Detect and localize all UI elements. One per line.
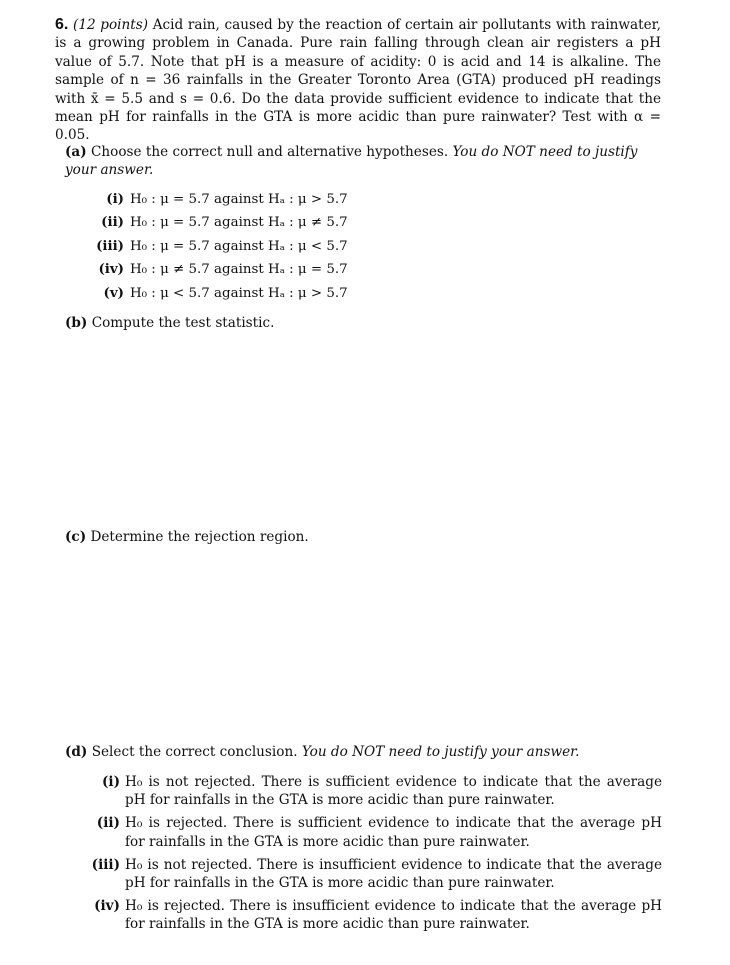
conclusion-option-i xyxy=(90,773,662,809)
option-label: (iv) xyxy=(98,261,124,278)
option-label: (iii) xyxy=(96,237,124,254)
option-text: H₀ : μ = 5.7 against Hₐ : μ < 5.7 xyxy=(130,238,348,254)
part-b xyxy=(65,314,663,332)
option-label: (ii) xyxy=(96,815,120,832)
part-c-text: Determine the rejection region. xyxy=(90,529,309,545)
conclusion-option-iii xyxy=(90,856,662,892)
part-a-text: Choose the correct null and alternative hypotheses. xyxy=(91,144,449,160)
part-d-text: Select the correct conclusion. xyxy=(91,744,298,760)
conclusion-option-ii xyxy=(90,814,662,850)
question-intro xyxy=(55,16,661,145)
question-points: (12 points) xyxy=(73,17,149,33)
option-label: (i) xyxy=(106,191,124,207)
option-text: H₀ is rejected. There is insufficient evidence to indicate that the average pH for rainfalls in the GTA is more acidic than pure rainwater. xyxy=(125,898,662,933)
conclusion-option-iv xyxy=(90,897,662,933)
option-text: H₀ : μ < 5.7 against Hₐ : μ > 5.7 xyxy=(130,285,348,301)
option-label: (v) xyxy=(103,284,124,301)
part-d-label: (d) xyxy=(65,744,88,760)
part-a xyxy=(65,143,663,180)
hypothesis-option-iv xyxy=(90,258,348,281)
hypothesis-option-iii xyxy=(90,235,348,258)
part-b-text: Compute the test statistic. xyxy=(91,315,275,331)
part-a-options xyxy=(90,188,348,305)
option-text: H₀ is not rejected. There is sufficient evidence to indicate that the average pH for rainfalls in the GTA is more acidic than pure rainwater. xyxy=(125,774,662,809)
question-text: Acid rain, caused by the reaction of certain air pollutants with rainwater, is a growing problem in Canada. Pure rain falling through clean air registers a pH value of 5.7. Note that pH is a measure of acidity: 0 is acid and 14 is alkaline. The sample of n = 36 rainfalls in the Greater Toronto Area (GTA) produced pH readings with x̄ = 5.5 and s = 0.6. Do the data provide sufficient evidence to indicate that the mean pH for rainfalls in the GTA is more acidic than pure rainwater? Test with α = 0.05. xyxy=(55,17,661,144)
part-d-options xyxy=(90,773,662,939)
option-label: (i) xyxy=(101,774,120,790)
option-text: H₀ : μ = 5.7 against Hₐ : μ > 5.7 xyxy=(130,192,348,207)
part-c xyxy=(65,528,663,546)
part-a-note: You do NOT need to justify your answer. xyxy=(65,144,638,179)
part-b-label: (b) xyxy=(65,315,88,331)
hypothesis-option-v xyxy=(90,282,348,305)
question-number: 6. xyxy=(55,16,69,33)
option-text: H₀ is rejected. There is sufficient evidence to indicate that the average pH for rainfalls in the GTA is more acidic than pure rainwater. xyxy=(125,815,662,850)
part-d-note: You do NOT need to justify your answer. xyxy=(301,744,580,760)
part-d xyxy=(65,743,663,761)
part-a-label: (a) xyxy=(65,144,87,160)
hypothesis-option-ii xyxy=(90,211,348,234)
hypothesis-option-i xyxy=(90,188,348,211)
part-c-label: (c) xyxy=(65,529,87,545)
option-text: H₀ is not rejected. There is insufficient evidence to indicate that the average pH for rainfalls in the GTA is more acidic than pure rainwater. xyxy=(125,856,662,892)
option-label: (iv) xyxy=(94,898,120,915)
option-label: (iii) xyxy=(91,856,120,873)
option-text: H₀ : μ ≠ 5.7 against Hₐ : μ = 5.7 xyxy=(130,262,348,278)
option-label: (ii) xyxy=(101,214,124,231)
option-text: H₀ : μ = 5.7 against Hₐ : μ ≠ 5.7 xyxy=(130,215,348,231)
